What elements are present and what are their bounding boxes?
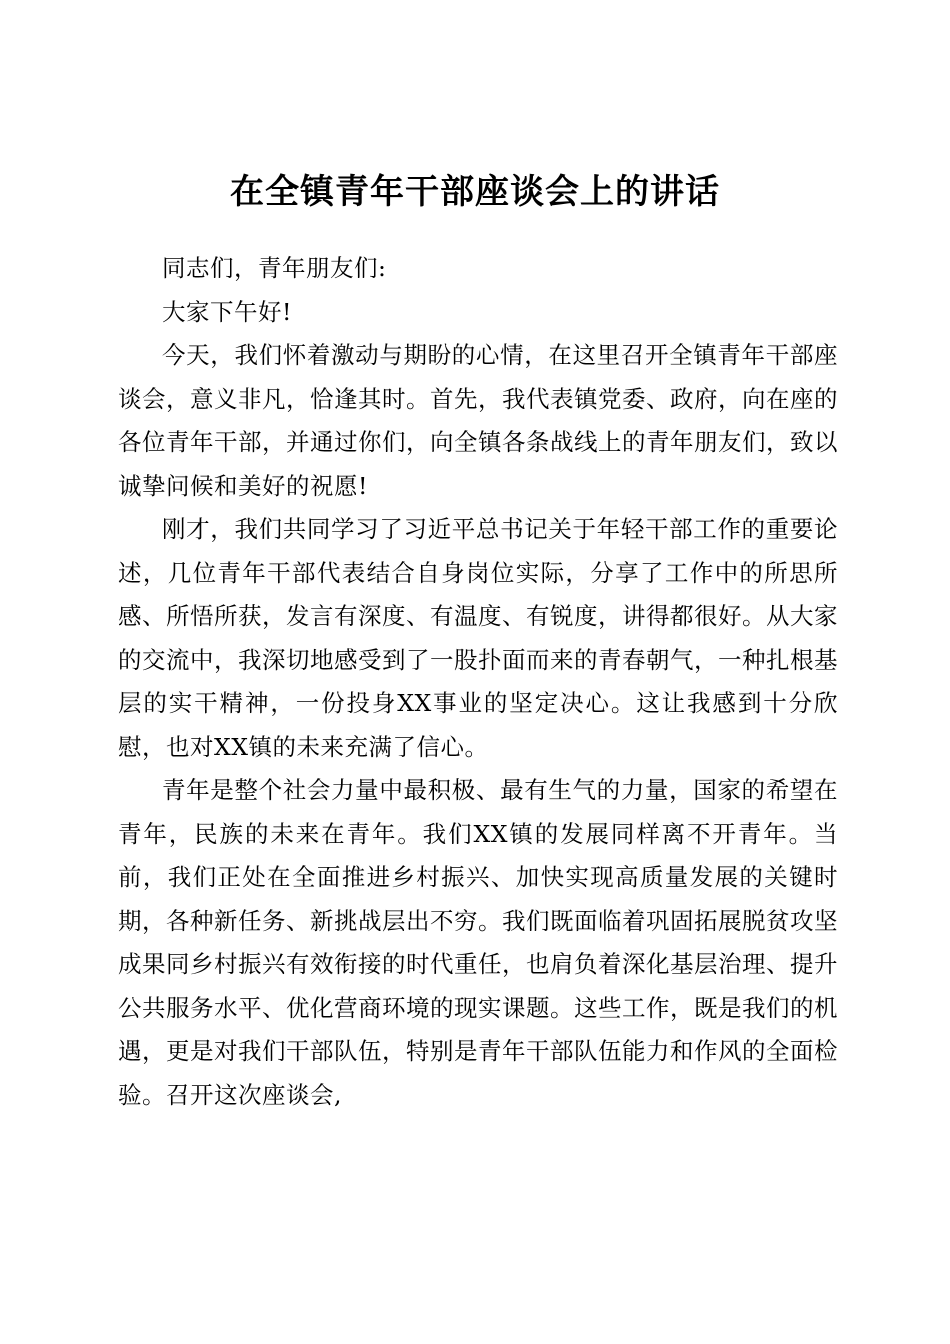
greeting: 大家下午好! <box>162 297 292 326</box>
document-body <box>118 247 838 1117</box>
paragraph-review: 刚才，我们共同学习了习近平总书记关于年轻干部工作的重要论述，几位青年干部代表结合自身岗位实际，分享了工作中的所思所感、所悟所获，发言有深度、有温度、有锐度，讲得都很好。从大家的交流中，我深切地感受到了一股扑面而来的青春朝气，一种扎根基层的实干精神，一份投身XX事业的坚定决心。这让我感到十分欣慰，也对XX镇的未来充满了信心。 <box>118 515 838 761</box>
salutation: 同志们，青年朋友们: <box>162 254 387 282</box>
document-title: 在全镇青年干部座谈会上的讲话 <box>230 172 720 212</box>
paragraph-opening: 今天，我们怀着激动与期盼的心情，在这里召开全镇青年干部座谈会，意义非凡，恰逢其时。首先，我代表镇党委、政府，向在座的各位青年干部，并通过你们，向全镇各条战线上的青年朋友们，致以诚挚问候和美好的祝愿! <box>118 341 838 500</box>
paragraph-youth: 青年是整个社会力量中最积极、最有生气的力量，国家的希望在青年，民族的未来在青年。我们XX镇的发展同样离不开青年。当前，我们正处在全面推进乡村振兴、加快实现高质量发展的关键时期，各种新任务、新挑战层出不穷。我们既面临着巩固拓展脱贫攻坚成果同乡村振兴有效衔接的时代重任，也肩负着深化基层治理、提升公共服务水平、优化营商环境的现实课题。这些工作，既是我们的机遇，更是对我们干部队伍，特别是青年干部队伍能力和作风的全面检验。召开这次座谈会, <box>118 776 838 1109</box>
